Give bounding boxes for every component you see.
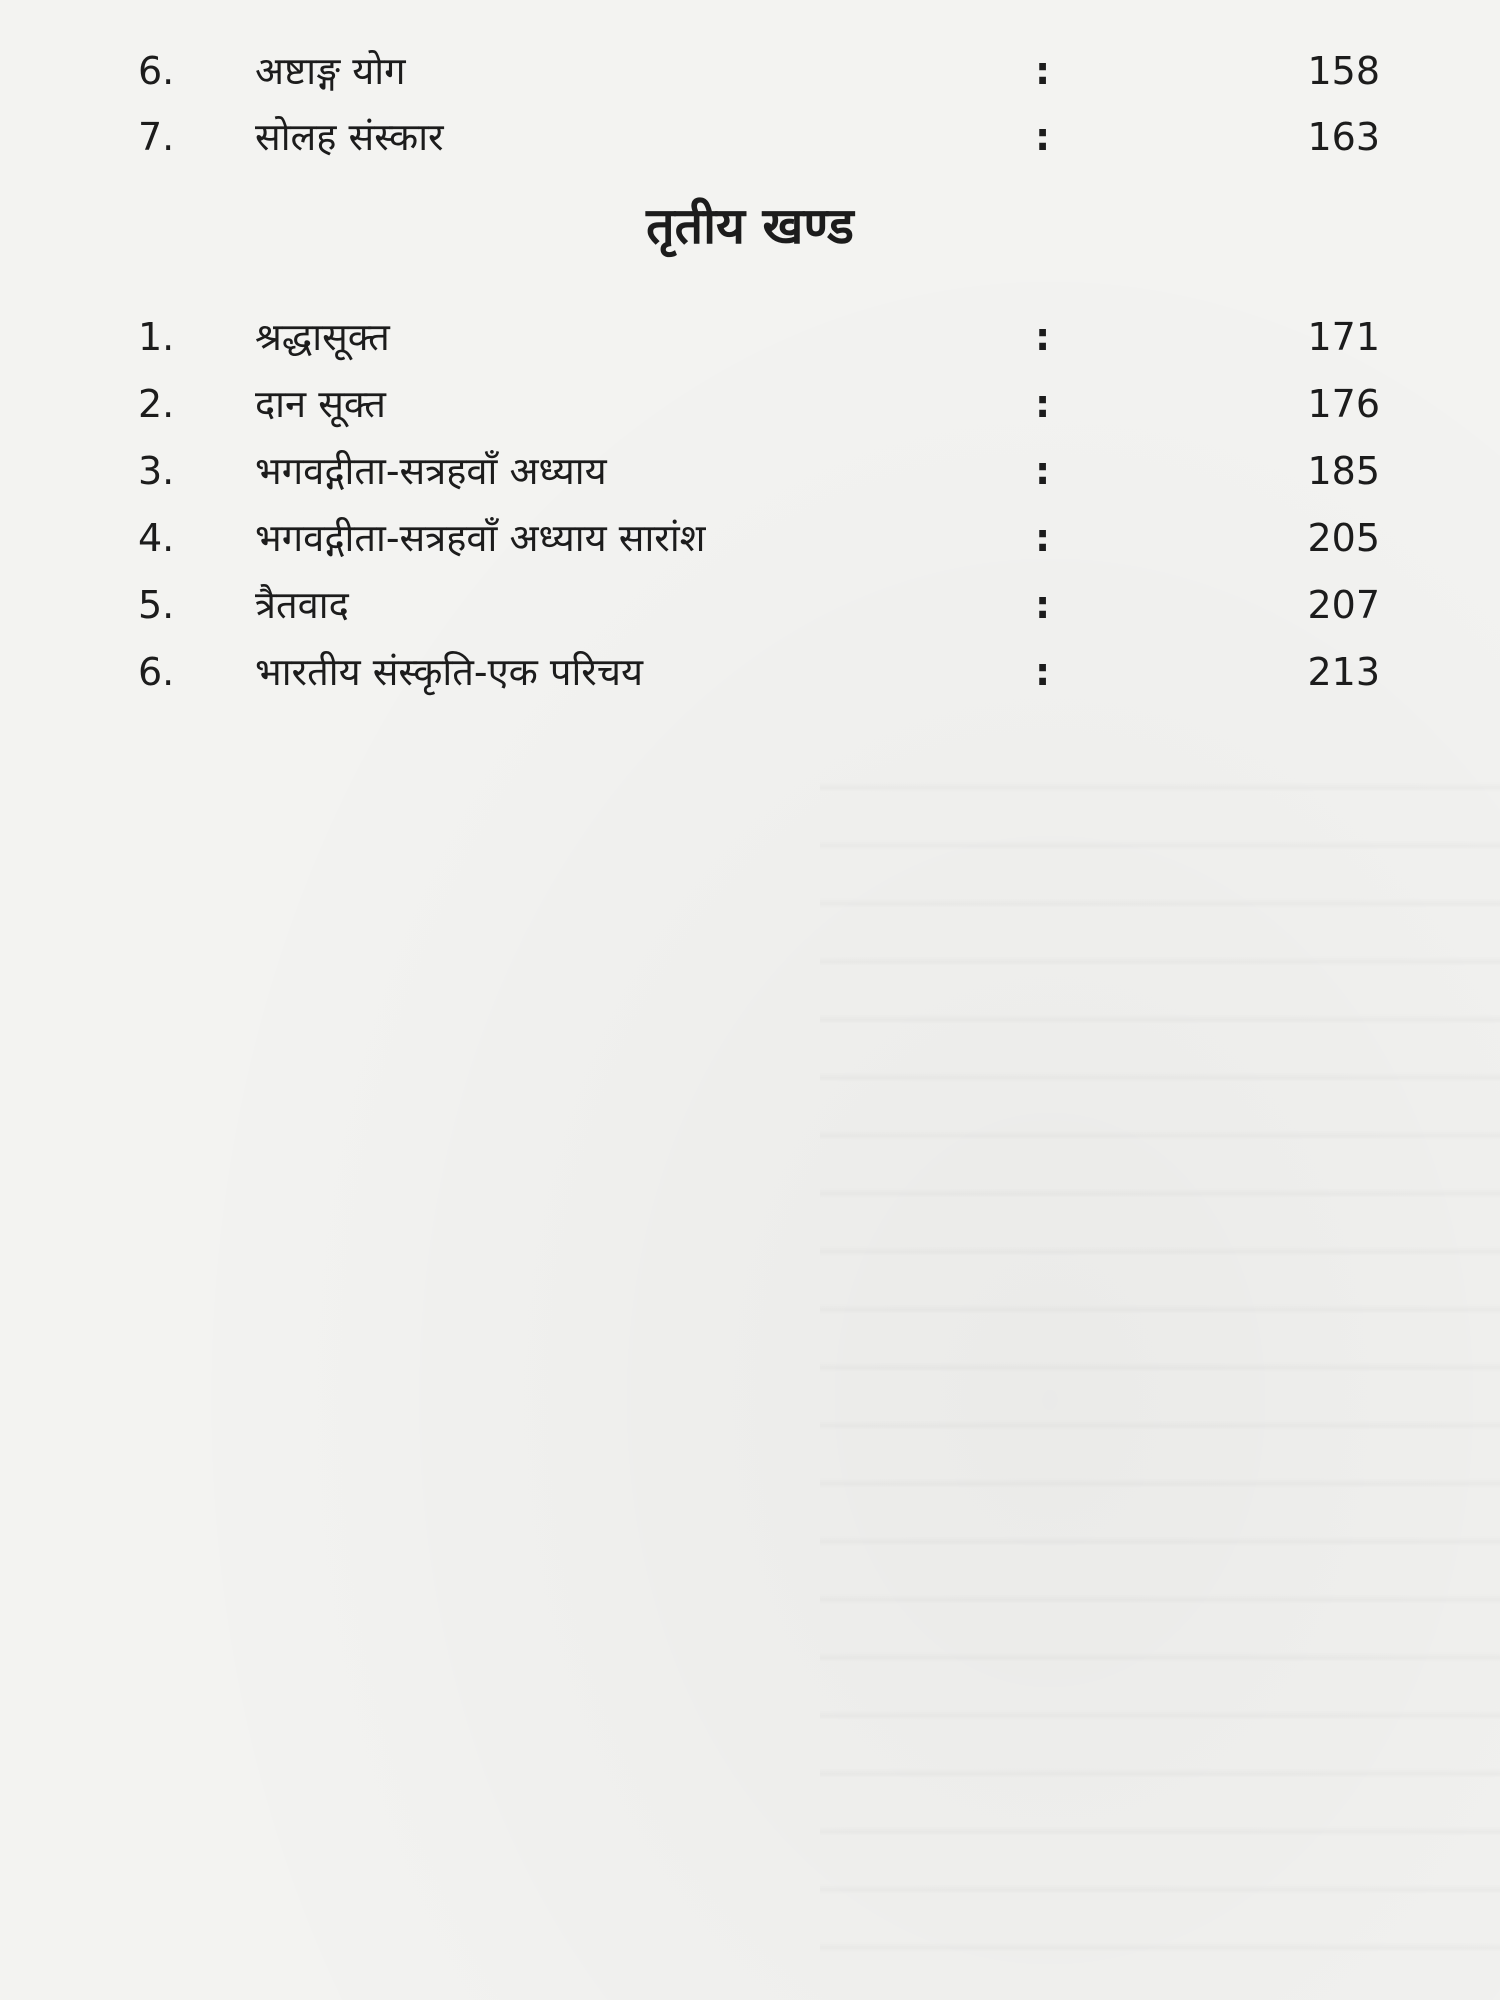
toc-separator: :: [1035, 449, 1051, 493]
toc-entry-number: 1.: [138, 315, 175, 359]
toc-entry-title: भारतीय संस्कृति-एक परिचय: [255, 650, 644, 694]
section-heading: तृतीय खण्ड: [646, 197, 854, 255]
toc-entry-number: 3.: [138, 449, 175, 493]
toc-row: [0, 104, 1500, 170]
toc-page-number: 205: [1307, 516, 1380, 560]
toc-row: [0, 38, 1500, 104]
toc-entry-title: त्रैतवाद: [255, 583, 349, 627]
toc-page-number: 158: [1307, 49, 1380, 93]
toc-row: [0, 304, 1500, 370]
toc-page-number: 163: [1307, 115, 1380, 159]
toc-separator: :: [1035, 315, 1051, 359]
toc-row: [0, 505, 1500, 571]
toc-entry-number: 2.: [138, 382, 175, 426]
toc-separator: :: [1035, 583, 1051, 627]
toc-page-number: 185: [1307, 449, 1380, 493]
toc-separator: :: [1035, 516, 1051, 560]
toc-row: [0, 639, 1500, 705]
toc-separator: :: [1035, 382, 1051, 426]
toc-entry-title: दान सूक्त: [255, 382, 386, 426]
toc-entry-number: 7.: [138, 115, 175, 159]
toc-entry-number: 6.: [138, 49, 175, 93]
bleed-through-texture: [820, 780, 1500, 2000]
toc-entry-title: अष्टाङ्ग योग: [255, 49, 406, 93]
toc-page-number: 171: [1307, 315, 1380, 359]
toc-entry-title: श्रद्धासूक्त: [255, 315, 390, 359]
toc-entry-title: भगवद्गीता-सत्रहवाँ अध्याय सारांश: [255, 516, 706, 560]
toc-page-number: 213: [1307, 650, 1380, 694]
toc-separator: :: [1035, 650, 1051, 694]
toc-separator: :: [1035, 49, 1051, 93]
toc-entry-number: 5.: [138, 583, 175, 627]
toc-row: [0, 438, 1500, 504]
toc-page-number: 207: [1307, 583, 1380, 627]
toc-separator: :: [1035, 115, 1051, 159]
toc-row: [0, 371, 1500, 437]
toc-row: [0, 572, 1500, 638]
toc-entry-title: सोलह संस्कार: [255, 115, 444, 159]
toc-entry-number: 4.: [138, 516, 175, 560]
toc-entry-title: भगवद्गीता-सत्रहवाँ अध्याय: [255, 449, 607, 493]
toc-entry-number: 6.: [138, 650, 175, 694]
toc-page-number: 176: [1307, 382, 1380, 426]
